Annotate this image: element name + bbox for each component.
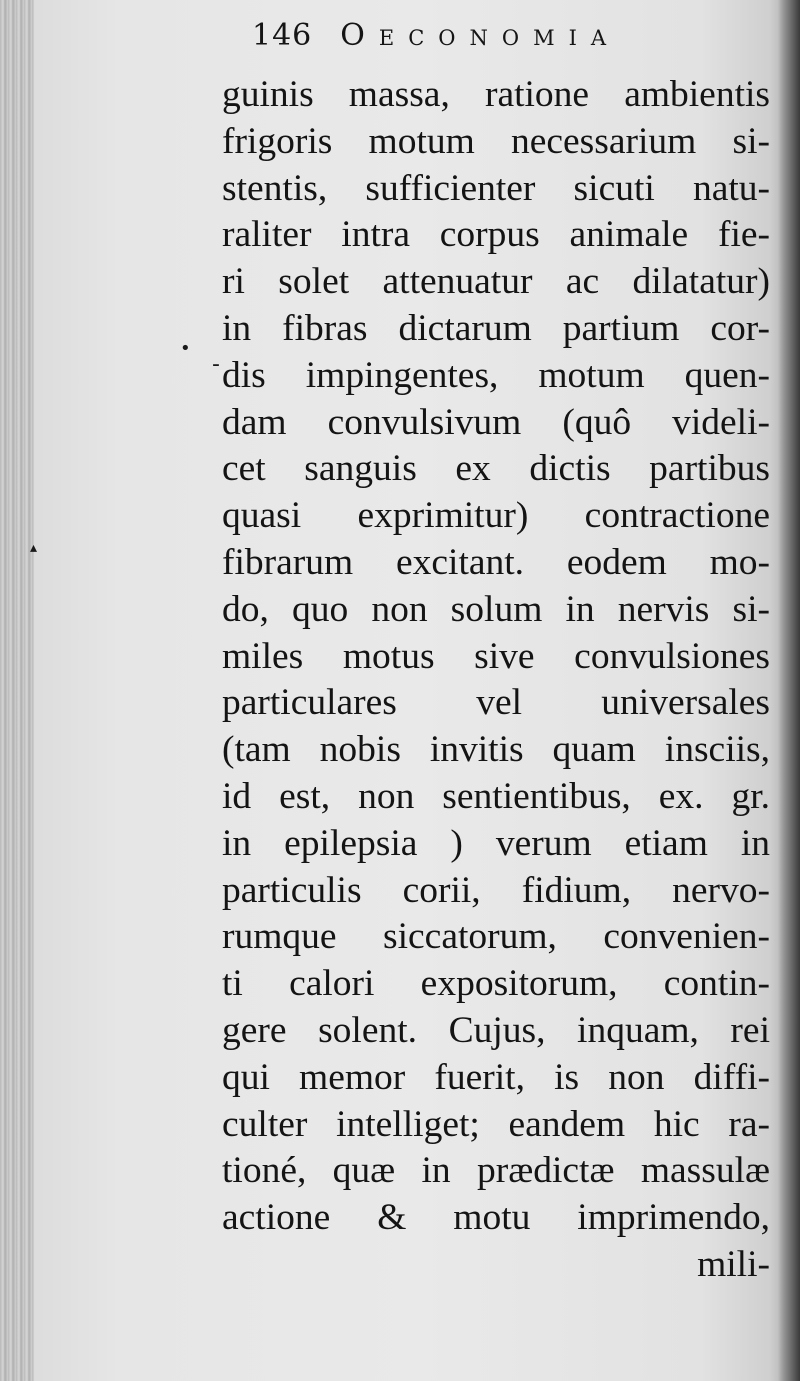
text-line: tioné, quæ in prædictæ massulæ (222, 1150, 770, 1192)
running-title: Oeconomia (340, 18, 621, 53)
margin-dot-mark: • (180, 338, 191, 359)
text-line: frigoris motum necessarium si- (222, 120, 770, 162)
text-line: particulis corii, fidium, nervo- (222, 869, 770, 911)
page-header (252, 18, 620, 53)
text-line: miles motus sive convulsiones (222, 635, 770, 677)
text-line: in fibras dictarum partium cor- (222, 307, 770, 349)
text-line: culter intelliget; eandem hic ra- (222, 1103, 770, 1145)
margin-speck-mark: ▴ (30, 540, 38, 556)
text-line: dis impingentes, motum quen- (222, 354, 770, 396)
text-line: dam convulsivum (quô videli- (222, 401, 770, 443)
text-line: id est, non sentientibus, ex. gr. (222, 775, 770, 817)
text-line: actione & motu imprimendo, (222, 1197, 770, 1239)
text-line: in epilepsia ) verum etiam in (222, 822, 770, 864)
text-line: ti calori expositorum, contin- (222, 963, 770, 1005)
text-line: gere solent. Cujus, inquam, rei (222, 1009, 770, 1051)
text-line: quasi exprimitur) contractione (222, 495, 770, 537)
text-line: cet sanguis ex dictis partibus (222, 448, 770, 490)
text-line: ri solet attenuatur ac dilatatur) (222, 261, 770, 303)
text-line: do, quo non solum in nervis si- (222, 588, 770, 630)
text-line: rumque siccatorum, convenien- (222, 916, 770, 958)
page-number: 146 (252, 18, 313, 53)
text-line: guinis massa, ratione ambientis (222, 74, 770, 115)
text-line: raliter intra corpus animale fie- (222, 214, 770, 256)
page-edge-shadow (778, 0, 800, 1381)
page-gutter (0, 0, 34, 1381)
text-line: particulares vel universales (222, 682, 770, 724)
text-line: qui memor fuerit, is non diffi- (222, 1056, 770, 1098)
catchword: mili- (697, 1243, 770, 1285)
text-line: (tam nobis invitis quam insciis, (222, 729, 770, 771)
text-line: fibrarum excitant. eodem mo- (222, 541, 770, 583)
body-text (222, 72, 770, 1289)
text-line: stentis, sufficienter sicuti natu- (222, 167, 770, 209)
margin-dash-mark: - (212, 352, 220, 377)
